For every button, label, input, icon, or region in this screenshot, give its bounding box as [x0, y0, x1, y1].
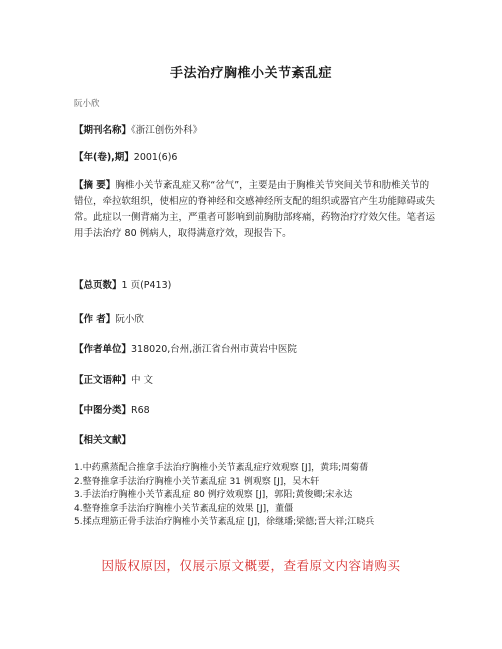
abstract-value: 胸椎小关节紊乱症又称“岔气”，主要是由于胸椎关节突间关节和肋椎关节的错位，牵拉软组织，使相应的脊神经和交感神经所支配的组织或器官产生功能障碍或失常。此症以一侧背痛为主，严重者可影响到前胸肋部疼痛，药物治疗疗效欠佳。笔者运用手法治疗 80 例病人，取得满意疗效，现报告下。: [74, 180, 436, 239]
abstract-field: [74, 178, 436, 242]
author-field: [74, 312, 144, 328]
year-issue-value: 2001(6)6: [133, 152, 178, 163]
affiliation-value: 318020,台州,浙江省台州市黄岩中医院: [131, 344, 297, 355]
copyright-notice[interactable]: 因版权原因，仅展示原文概要，查看原文内容请购买: [101, 558, 401, 573]
reference-item[interactable]: 4.整脊推拿手法治疗胸椎小关节紊乱症的效果 [J]，董僵: [74, 503, 294, 514]
author-label: 【作 者】: [74, 314, 116, 325]
abstract-label: 【摘 要】: [74, 180, 116, 191]
classification-label: 【中图分类】: [74, 405, 132, 416]
language-field: [74, 373, 153, 389]
classification-field: [74, 403, 150, 419]
related-field: [74, 433, 131, 449]
journal-label: 【期刊名称】: [74, 125, 132, 136]
year-issue-label: 【年(卷),期】: [74, 152, 134, 163]
reference-item[interactable]: 5.揉点理筋正骨手法治疗胸椎小关节紊乱症 [J]，徐继璠;梁德;晋大祥;江晓兵: [74, 517, 375, 527]
pages-label: 【总页数】: [74, 280, 122, 291]
affiliation-field: [74, 342, 297, 358]
reference-item[interactable]: 1.中药熏蒸配合推拿手法治疗胸椎小关节紊乱症疗效观察 [J]，黄玮;周菊蒨: [74, 463, 369, 473]
journal-value: 《浙江创伤外科》: [131, 125, 203, 136]
reference-list: [74, 462, 374, 530]
journal-field: [74, 123, 202, 139]
author-line: 阮小欣: [74, 99, 100, 109]
page-title: 手法治疗胸椎小关节紊乱症: [169, 66, 332, 81]
language-value: 中 文: [131, 375, 154, 386]
year-issue-field: [74, 150, 177, 166]
reference-item[interactable]: 2.整脊推拿手法治疗胸椎小关节紊乱症 31 例观察 [J]，吴木轩: [74, 476, 320, 487]
related-label: 【相关文献】: [74, 435, 132, 446]
classification-value: R68: [131, 405, 150, 416]
author-value: 阮小欣: [115, 314, 144, 325]
language-label: 【正文语种】: [74, 375, 132, 386]
pages-field: [74, 278, 171, 294]
reference-item[interactable]: 3.手法治疗胸椎小关节紊乱症 80 例疗效观察 [J]，郭阳;黄俊卿;宋永达: [74, 490, 353, 500]
affiliation-label: 【作者单位】: [74, 344, 132, 355]
pages-value: 1 页(P413): [121, 280, 172, 291]
